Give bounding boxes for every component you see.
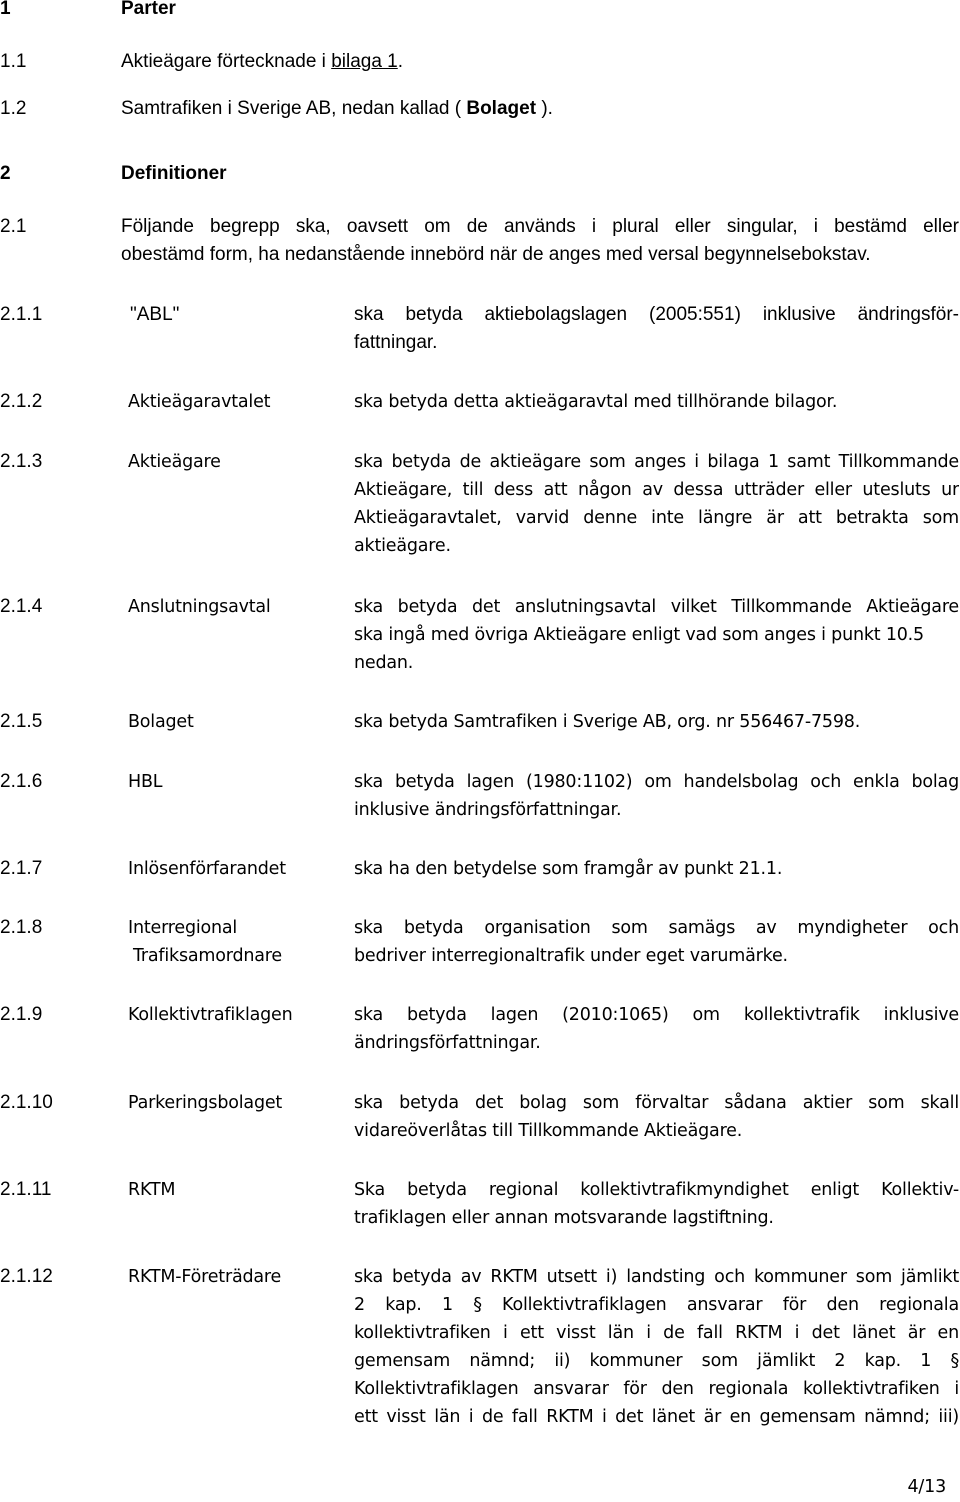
clause-text-suffix: .	[397, 51, 404, 72]
definition-line: ska betyda av RKTM utsett i) landsting och kommuner som jämlikt	[354, 1267, 959, 1287]
definition-line: bedriver interregionaltrafik under eget varumärke.	[354, 946, 788, 966]
definition-number: 2.1.7	[0, 858, 43, 879]
definition-body	[354, 593, 959, 677]
definition-term: RKTM-Företrädare	[128, 1267, 282, 1287]
clause-text	[121, 95, 553, 123]
definition-body	[354, 708, 959, 736]
definition-line: ska betyda Samtrafiken i Sverige AB, org. nr 556467-7598.	[354, 712, 861, 732]
definition-line: Kollektivtrafiklagen ansvarar för den regionala kollektivtrafiken i	[354, 1379, 959, 1399]
section-number: 1	[0, 0, 11, 19]
intro-line: Följande begrepp ska, oavsett om de används i plural eller singular, i bestämd eller	[121, 216, 959, 237]
definition-term: Anslutningsavtal	[128, 597, 271, 617]
definition-number: 2.1.12	[0, 1266, 53, 1287]
clause-text-prefix: Aktieägare förtecknade i	[121, 51, 332, 72]
definition-line: gemensam nämnd; ii) kommuner som jämlikt 2 kap. 1 §	[354, 1351, 959, 1371]
definition-line: ska betyda lagen (2010:1065) om kollektivtrafik inklusive	[354, 1005, 959, 1025]
definition-body	[354, 301, 959, 357]
definition-line: ska ingå med övriga Aktieägare enligt vad som anges i punkt 10.5	[354, 625, 924, 645]
definition-line: ett visst län i de fall RKTM i det länet är en gemensam nämnd; iii)	[354, 1407, 959, 1427]
definition-number: 2.1.6	[0, 771, 43, 792]
definition-body	[354, 1089, 959, 1145]
definition-line: 2 kap. 1 § Kollektivtrafiklagen ansvarar för den regionala	[354, 1295, 959, 1315]
definition-term: Bolaget	[128, 712, 194, 732]
section-number: 2	[0, 163, 11, 184]
definition-term: Kollektivtrafiklagen	[128, 1005, 293, 1025]
definition-term: Inlösenförfarandet	[128, 859, 286, 879]
definition-number: 2.1.9	[0, 1004, 43, 1025]
clause-number: 2.1	[0, 216, 27, 237]
definition-number: 2.1.8	[0, 917, 43, 938]
definition-line: trafiklagen eller annan motsvarande lagstiftning.	[354, 1208, 774, 1228]
definition-line: ska betyda lagen (1980:1102) om handelsbolag och enkla bolag	[354, 772, 959, 792]
definition-number: 2.1.11	[0, 1179, 52, 1200]
definition-term: Aktieägaravtalet	[128, 392, 271, 412]
definition-line: nedan.	[354, 653, 414, 673]
definition-body	[354, 1263, 959, 1431]
definition-line: ändringsförfattningar.	[354, 1033, 541, 1053]
definition-body	[354, 448, 959, 560]
definition-line: ska betyda det bolag som förvaltar sådana aktier som skall	[354, 1093, 959, 1113]
clause-number: 1.2	[0, 98, 27, 119]
definition-term: Interregional	[128, 918, 238, 938]
definition-body	[354, 1176, 959, 1232]
definition-line: ska ha den betydelse som framgår av punkt 21.1.	[354, 859, 783, 879]
definition-line: inklusive ändringsförfattningar.	[354, 800, 622, 820]
page-number: 4/13	[907, 1477, 946, 1497]
definition-term: Aktieägare	[128, 452, 221, 472]
clause-number: 1.1	[0, 51, 27, 72]
section-title: Parter	[121, 0, 176, 19]
definition-line: kollektivtrafiken i ett visst län i de fall RKTM i det länet är en	[354, 1323, 959, 1343]
section-title: Definitioner	[121, 163, 227, 184]
definition-number: 2.1.4	[0, 596, 43, 617]
definition-line: Ska betyda regional kollektivtrafikmyndighet enligt Kollektiv-	[354, 1180, 959, 1200]
definition-line: ska betyda detta aktieägaravtal med tillhörande bilagor.	[354, 392, 838, 412]
definition-line: Aktieägaravtalet, varvid denne inte längre är att betrakta som	[354, 508, 959, 528]
definition-line: ska betyda det anslutningsavtal vilket Tillkommande Aktieägare	[354, 597, 959, 617]
definition-term: RKTM	[128, 1180, 176, 1200]
definition-term: Parkeringsbolaget	[128, 1093, 283, 1113]
definition-number: 2.1.3	[0, 451, 43, 472]
definition-body	[354, 1001, 959, 1057]
definition-body	[354, 388, 959, 416]
definition-term: HBL	[128, 772, 163, 792]
clause-text-suffix: ).	[536, 98, 553, 119]
definition-body	[354, 914, 959, 970]
definition-line: aktieägare.	[354, 536, 451, 556]
definition-number: 2.1.10	[0, 1092, 53, 1113]
definition-number: 2.1.2	[0, 391, 43, 412]
definition-line: Aktieägare, till dess att någon av dessa utträder eller utesluts ur	[354, 480, 959, 500]
bilaga-link[interactable]: bilaga 1	[331, 51, 398, 72]
bolaget-term: Bolaget	[466, 98, 537, 119]
definition-term-line2: Trafiksamordnare	[133, 946, 282, 966]
clause-text-prefix: Samtrafiken i Sverige AB, nedan kallad (	[121, 98, 467, 119]
definition-number: 2.1.1	[0, 304, 43, 325]
definition-line: vidareöverlåtas till Tillkommande Aktieägare.	[354, 1121, 743, 1141]
definition-line: ska betyda organisation som samägs av myndigheter och	[354, 918, 959, 938]
clause-text	[121, 48, 403, 76]
definition-line: ska betyda aktiebolagslagen (2005:551) inklusive ändringsför-	[354, 304, 959, 325]
definition-line: ska betyda de aktieägare som anges i bilaga 1 samt Tillkommande	[354, 452, 959, 472]
definition-term: "ABL"	[130, 304, 180, 325]
definition-body	[354, 855, 959, 883]
intro-line: obestämd form, ha nedanstående innebörd när de anges med versal begynnelsebokstav.	[121, 244, 871, 265]
definition-body	[354, 768, 959, 824]
definition-number: 2.1.5	[0, 711, 43, 732]
definition-line: fattningar.	[354, 332, 438, 353]
